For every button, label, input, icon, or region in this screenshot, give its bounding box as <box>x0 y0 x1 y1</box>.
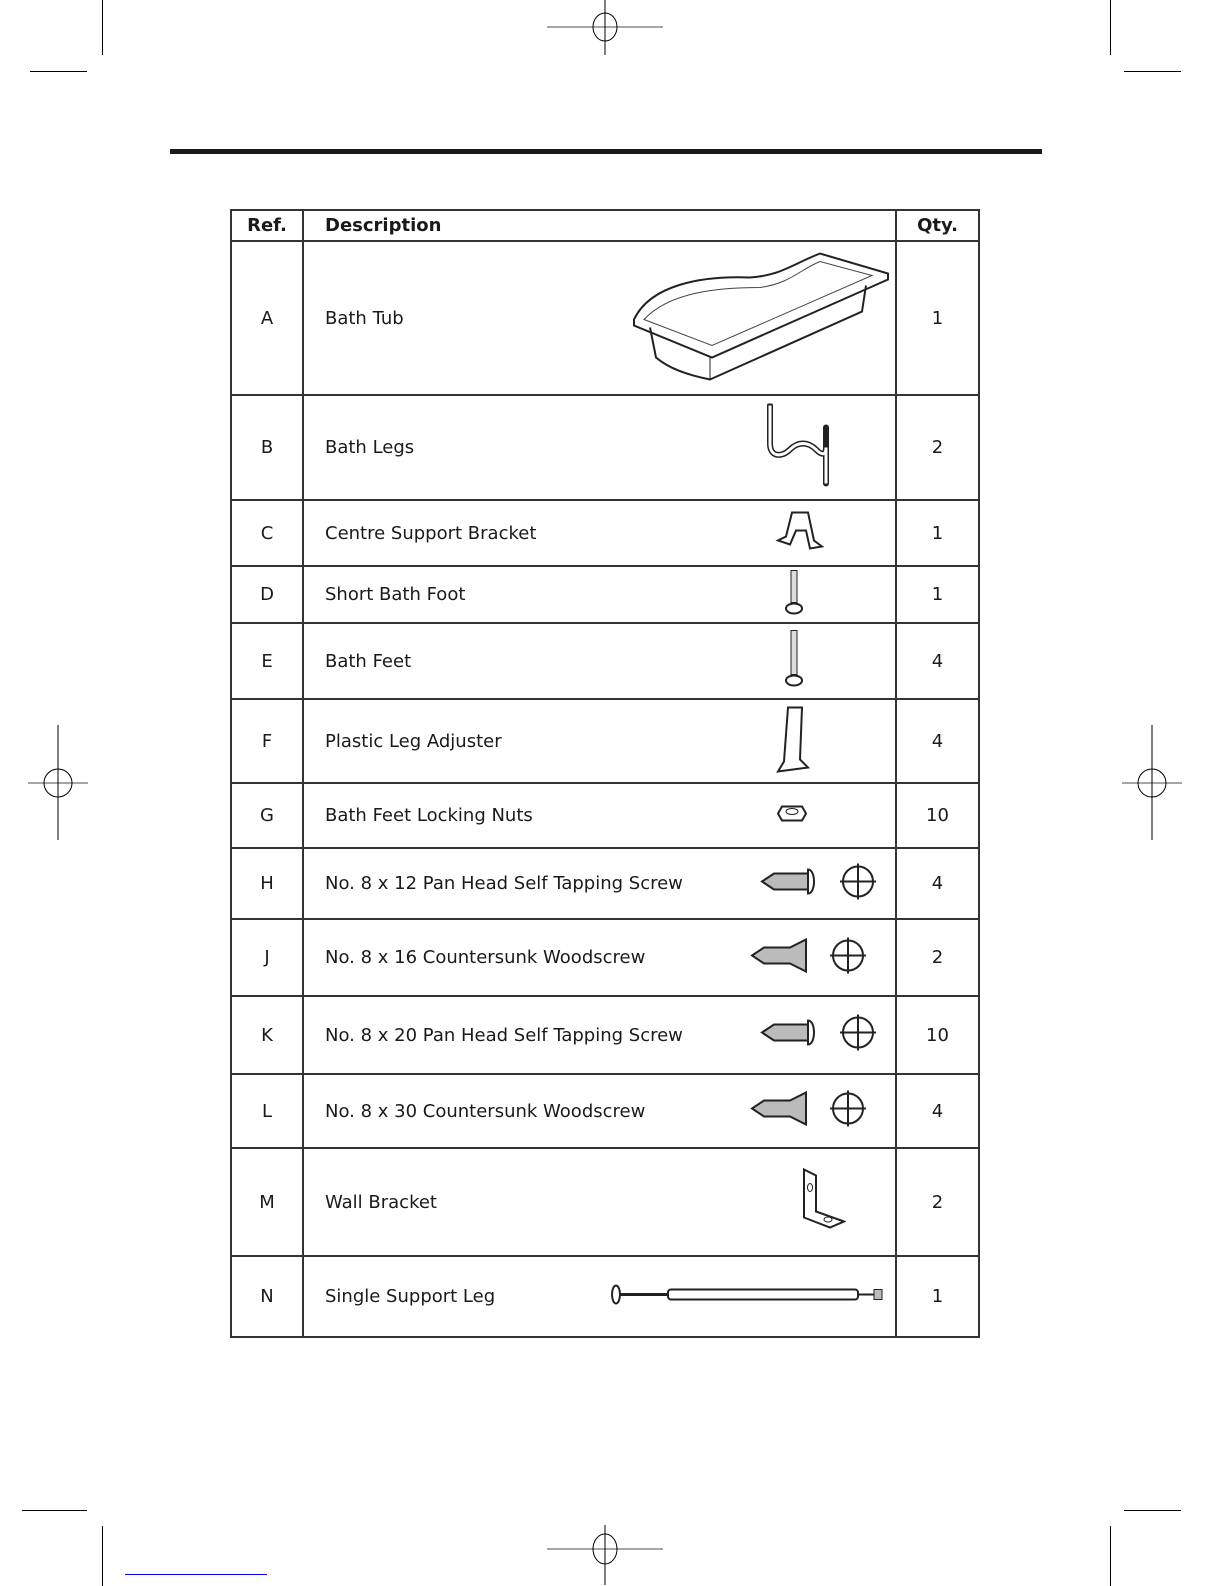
part-description: Short Bath Foot <box>325 584 466 605</box>
crop-mark <box>1124 1510 1181 1511</box>
crop-mark <box>22 1510 87 1511</box>
pan-screw-icon <box>760 1015 880 1056</box>
part-ref: M <box>231 1148 303 1256</box>
part-ref: E <box>231 623 303 699</box>
table-row <box>231 783 979 848</box>
part-description-cell <box>303 623 896 699</box>
table-header-row <box>231 210 979 241</box>
part-description: Bath Tub <box>325 307 404 329</box>
part-description: Bath Feet <box>325 650 412 672</box>
header-rule <box>170 149 1042 154</box>
countersunk-screw-icon <box>750 1091 870 1132</box>
part-description-cell <box>303 1256 896 1337</box>
table-row <box>231 1074 979 1148</box>
table-row <box>231 848 979 919</box>
part-ref: F <box>231 699 303 783</box>
header-ref: Ref. <box>231 210 303 241</box>
part-description: No. 8 x 20 Pan Head Self Tapping Screw <box>325 1024 683 1046</box>
table-row <box>231 919 979 996</box>
nut-icon <box>776 802 808 829</box>
part-qty: 10 <box>896 783 979 848</box>
pan-screw-icon <box>760 863 880 904</box>
table-row <box>231 1148 979 1256</box>
part-qty: 4 <box>896 623 979 699</box>
part-qty: 1 <box>896 566 979 623</box>
bath-legs-icon <box>760 403 840 492</box>
part-qty: 4 <box>896 1074 979 1148</box>
countersunk-screw-icon <box>750 937 870 978</box>
part-description-cell <box>303 395 896 500</box>
part-description-cell <box>303 996 896 1074</box>
part-ref: G <box>231 783 303 848</box>
wall-bracket-icon <box>800 1168 846 1237</box>
table-row <box>231 566 979 623</box>
table-row <box>231 699 979 783</box>
registration-mark-icon <box>28 725 88 840</box>
crop-mark <box>1110 0 1111 55</box>
crop-mark <box>30 71 87 72</box>
part-ref: N <box>231 1256 303 1337</box>
support-leg-icon <box>610 1284 886 1309</box>
part-ref: D <box>231 566 303 623</box>
part-qty: 4 <box>896 848 979 919</box>
registration-mark-icon <box>545 1525 665 1585</box>
leg-adjuster-icon <box>774 704 814 779</box>
part-description: Plastic Leg Adjuster <box>325 730 502 752</box>
part-description-cell <box>303 699 896 783</box>
part-qty: 1 <box>896 500 979 566</box>
part-description: No. 8 x 30 Countersunk Woodscrew <box>325 1100 646 1122</box>
part-qty: 2 <box>896 919 979 996</box>
part-qty: 1 <box>896 1256 979 1337</box>
table-row <box>231 500 979 566</box>
crop-mark <box>1124 71 1181 72</box>
bath-tub-icon <box>630 246 892 391</box>
crop-mark <box>102 1526 103 1586</box>
table-row <box>231 1256 979 1337</box>
part-description: No. 8 x 12 Pan Head Self Tapping Screw <box>325 873 683 894</box>
foot-icon <box>782 629 806 694</box>
part-description-cell <box>303 1074 896 1148</box>
part-qty: 2 <box>896 395 979 500</box>
part-description: No. 8 x 16 Countersunk Woodscrew <box>325 947 646 968</box>
part-description-cell <box>303 500 896 566</box>
bracket-icon <box>774 511 824 556</box>
link-underline <box>125 1574 267 1575</box>
part-description: Single Support Leg <box>325 1286 496 1307</box>
part-ref: B <box>231 395 303 500</box>
table-row <box>231 395 979 500</box>
part-qty: 10 <box>896 996 979 1074</box>
part-description-cell <box>303 848 896 919</box>
short-foot-icon <box>782 568 806 621</box>
part-qty: 2 <box>896 1148 979 1256</box>
part-ref: H <box>231 848 303 919</box>
registration-mark-icon <box>545 0 665 60</box>
part-description-cell <box>303 1148 896 1256</box>
part-description-cell <box>303 241 896 395</box>
table-row <box>231 623 979 699</box>
registration-mark-icon <box>1122 725 1182 840</box>
part-description-cell <box>303 783 896 848</box>
crop-mark <box>1110 1526 1111 1586</box>
part-description: Centre Support Bracket <box>325 522 537 544</box>
header-description: Description <box>303 210 896 241</box>
part-description: Wall Bracket <box>325 1191 437 1213</box>
part-ref: A <box>231 241 303 395</box>
table-row <box>231 241 979 395</box>
part-ref: J <box>231 919 303 996</box>
part-qty: 4 <box>896 699 979 783</box>
part-description-cell <box>303 566 896 623</box>
part-description-cell <box>303 919 896 996</box>
part-description: Bath Legs <box>325 437 415 458</box>
header-qty: Qty. <box>896 210 979 241</box>
part-ref: C <box>231 500 303 566</box>
crop-mark <box>102 0 103 55</box>
part-qty: 1 <box>896 241 979 395</box>
parts-table <box>230 209 980 1338</box>
table-row <box>231 996 979 1074</box>
part-description: Bath Feet Locking Nuts <box>325 805 533 826</box>
part-ref: K <box>231 996 303 1074</box>
part-ref: L <box>231 1074 303 1148</box>
